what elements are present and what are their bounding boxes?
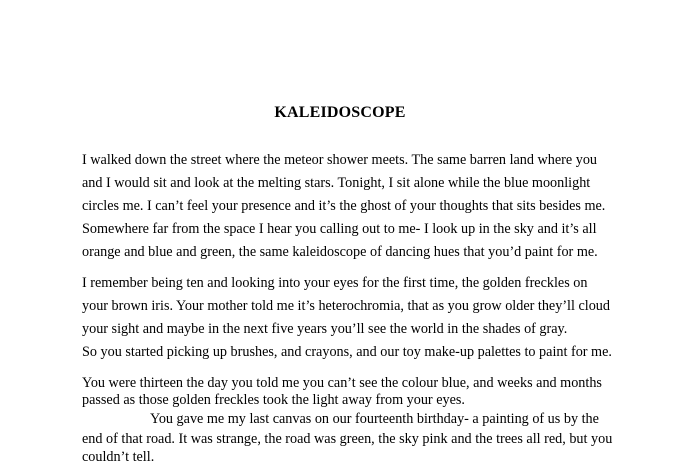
text-line: couldn’t tell.: [82, 449, 155, 465]
text-line: orange and blue and green, the same kaleidoscope of dancing hues that you’d paint for me.: [82, 244, 598, 260]
text-line: your brown iris. Your mother told me it’s heterochromia, that as you grow older they’ll cloud: [82, 298, 610, 314]
text-line: So you started picking up brushes, and crayons, and our toy make-up palettes to paint for me.: [82, 344, 612, 360]
text-line: your sight and maybe in the next five years you’ll see the world in the shades of gray.: [82, 321, 568, 337]
text-line: passed as those golden freckles took the light away from your eyes.: [82, 392, 465, 408]
text-line: You gave me my last canvas on our fourteenth birthday- a painting of us by the: [150, 411, 599, 427]
text-line: end of that road. It was strange, the road was green, the sky pink and the trees all red, but you: [82, 431, 613, 447]
text-line: and I would sit and look at the melting stars. Tonight, I sit alone while the blue moonlight: [82, 175, 591, 191]
document-title: KALEIDOSCOPE: [274, 104, 406, 121]
text-line: I remember being ten and looking into your eyes for the first time, the golden freckles on: [82, 275, 588, 291]
text-line: You were thirteen the day you told me you can’t see the colour blue, and weeks and months: [82, 375, 602, 391]
text-line: I walked down the street where the meteor shower meets. The same barren land where you: [82, 152, 598, 168]
text-line: Somewhere far from the space I hear you calling out to me- I look up in the sky and it’s all: [82, 221, 597, 237]
text-line: circles me. I can’t feel your presence and it’s the ghost of your thoughts that sits besides me.: [82, 198, 606, 214]
